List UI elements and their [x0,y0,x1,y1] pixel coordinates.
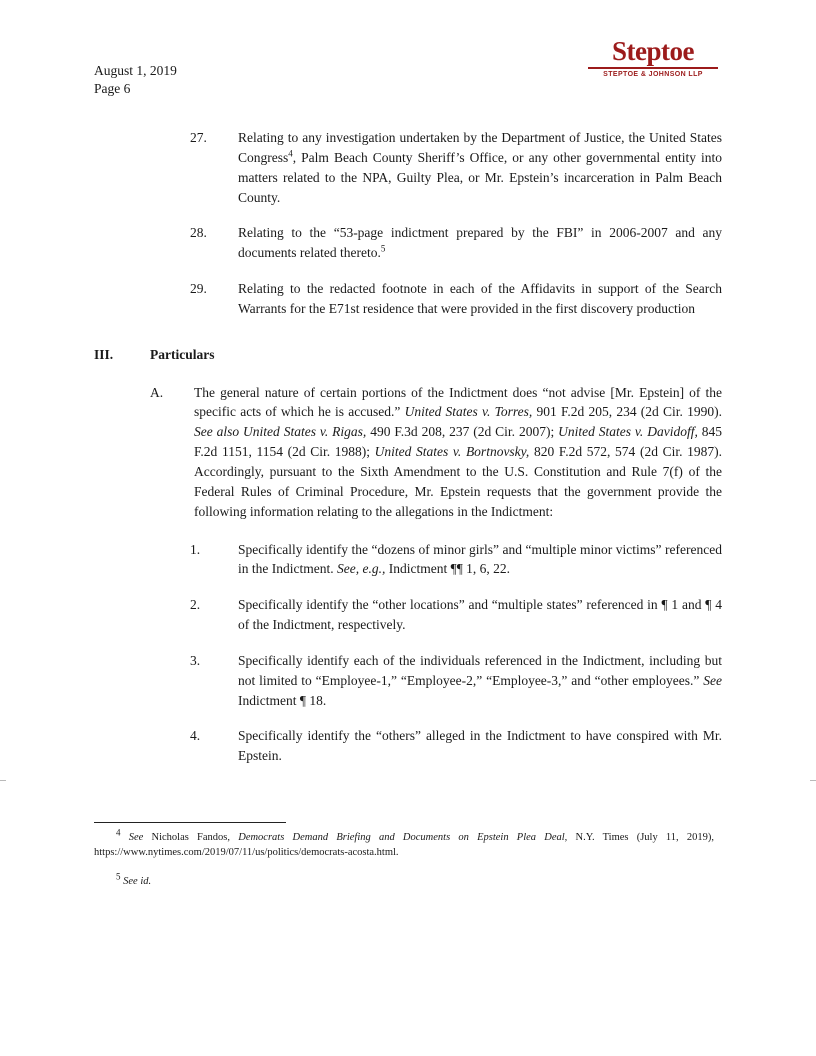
paragraph-part: 845 F.2d 1151, 1154 (2d Cir. 1988); [194,424,723,460]
list-item-letter: A. [150,384,164,400]
paragraph-part: 820 F.2d 572, 574 (2d Cir. 1987). Accordingly, pursuant to the Sixth Amendment to the U.S. Constitution and Rule 7(f) of the Federal Rules of Criminal Procedure, Mr. Epstein requests that the government provide the following information relating to the allegations in the Indictment: [194,444,722,519]
footnote-title: Democrats Demand Briefing and Documents on Epstein Plea Deal, [238,832,568,843]
list-item-text-part2: , Palm Beach County Sheriff’s Office, or any other governmental entity into matters related to the NPA, Guilty Plea, or Mr. Epstein’s incarceration in Palm Beach County. [238,149,722,205]
footnote-source: N.Y. Times (July 11, 2019), https://www.nytimes.com/2019/07/11/us/politics/democrats-acosta.html. [94,832,714,859]
paragraph-part: Specifically identify the “dozens of minor girls” and “multiple minor victims” referenced in the Indictment. [238,541,722,577]
paragraph-part: Indictment ¶¶ 1, 6, 22. [385,561,511,577]
list-item-text [194,383,722,522]
list-item [94,651,722,711]
list-item [94,128,722,207]
case-citation: United States v. Torres, [404,404,533,420]
document-body [94,128,722,782]
list-item-number: 2. [190,597,201,613]
list-item [94,595,722,635]
section-title: Particulars [150,346,215,362]
signal-citation: See [703,672,722,688]
paragraph-part: Specifically identify the “others” alleged in the Indictment to have conspired with Mr. Epstein. [238,728,722,764]
document-header [94,62,177,98]
scan-edge-mark [0,780,6,781]
footnote-signal: See id. [123,876,152,888]
letterhead [588,38,718,78]
letter-date: August 1, 2019 [94,63,177,78]
list-item-number: 1. [190,541,201,557]
firm-logo-text: Steptoe [612,36,694,66]
list-item-text [238,223,722,263]
footnote-author: Nicholas Fandos, [143,832,239,843]
footnote [94,871,714,889]
list-item-number: 28. [190,225,207,241]
list-item [94,383,722,522]
list-item-number: 4. [190,728,201,744]
list-item-text [238,726,722,766]
case-citation: United States v. Davidoff, [558,424,698,440]
list-item [94,279,722,319]
list-item-text [238,595,722,635]
list-item-text-part1: Relating to the “53-page indictment prepared by the FBI” in 2006-2007 and any documents related thereto. [238,225,722,261]
footnotes [94,827,714,904]
list-item-text-part1: Relating to any investigation undertaken by the Department of Justice, the United States Congress [238,130,722,165]
list-item-number: 27. [190,130,207,145]
list-item-text [238,279,722,319]
paragraph-part: Indictment ¶ 18. [238,692,327,708]
paragraph-part: Specifically identify each of the individuals referenced in the Indictment, including but not limited to “Employee-1,” “Employee-2,” “Employee-3,” and “other employees.” [238,652,722,688]
footnote-signal: See [128,832,144,843]
section-numeral: III. [94,346,114,362]
logo-divider [588,67,718,69]
paragraph-part: The general nature of certain portions of the Indictment does “not advise [Mr. Epstein] of the specific acts of which he is accused.” [194,384,722,420]
list-item [94,223,722,263]
list-item-text [238,540,722,580]
footnote-marker: 5 [116,871,121,882]
list-item-text [238,651,722,711]
section-heading [94,345,722,365]
footnote-marker: 4 [116,827,121,838]
list-item-number: 3. [190,652,201,668]
list-item-number: 29. [190,281,207,297]
paragraph-part: 901 F.2d 205, 234 (2d Cir. 1990). [532,404,722,420]
list-item-text [238,128,722,207]
footnote [94,827,714,860]
firm-legal-name: STEPTOE & JOHNSON LLP [603,71,703,78]
page-number: Page 6 [94,81,131,97]
paragraph-part: 490 F.3d 208, 237 (2d Cir. 2007); [366,424,559,440]
case-citation: See also United States v. Rigas, [194,424,367,440]
paragraph-part: Specifically identify the “other locations” and “multiple states” referenced in ¶ 1 and ¶ 4 of the Indictment, respectively. [238,597,722,633]
footnote-divider [94,822,286,823]
signal-citation: See, e.g., [336,561,386,577]
list-item [94,726,722,766]
footnote-ref: 4 [288,148,293,159]
list-item [94,540,722,580]
footnote-ref: 5 [380,243,386,254]
case-citation: United States v. Bortnovsky, [374,444,530,460]
list-item-text-part1: Relating to the redacted footnote in each of the Affidavits in support of the Search Warrants for the E71st residence that were provided in the first discovery production [238,281,722,316]
scan-edge-mark [810,780,816,781]
